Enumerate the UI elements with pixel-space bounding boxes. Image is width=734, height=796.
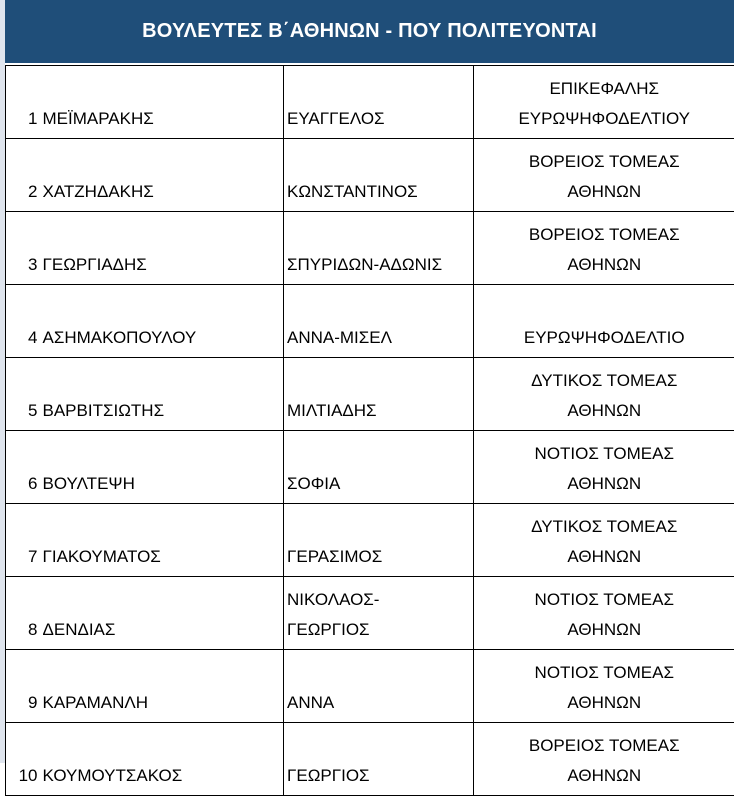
row-number[interactable]: 9 (6, 650, 41, 723)
table-row (6, 358, 734, 431)
table-row (6, 504, 734, 577)
firstname-cell[interactable] (284, 650, 474, 723)
constituency-line: ΑΘΗΝΩΝ (476, 761, 733, 791)
table-row (6, 66, 734, 139)
firstname-cell[interactable] (284, 504, 474, 577)
firstname-line: ΓΕΩΡΓΙΟΣ (287, 615, 471, 645)
constituency-line: ΑΘΗΝΩΝ (476, 615, 733, 645)
surname-cell[interactable]: ΚΟΥΜΟΥΤΣΑΚΟΣ (41, 723, 284, 796)
constituency-cell[interactable] (474, 139, 734, 212)
surname-cell[interactable]: ΒΑΡΒΙΤΣΙΩΤΗΣ (41, 358, 284, 431)
surname-cell[interactable]: ΔΕΝΔΙΑΣ (41, 577, 284, 650)
constituency-line: ΑΘΗΝΩΝ (476, 177, 733, 207)
firstname-cell[interactable] (284, 577, 474, 650)
firstname-cell[interactable] (284, 66, 474, 139)
row-number[interactable]: 2 (6, 139, 41, 212)
constituency-cell[interactable] (474, 650, 734, 723)
row-number[interactable]: 5 (6, 358, 41, 431)
surname-cell[interactable]: ΓΙΑΚΟΥΜΑΤΟΣ (41, 504, 284, 577)
row-number[interactable]: 6 (6, 431, 41, 504)
constituency-line: ΝΟΤΙΟΣ ΤΟΜΕΑΣ (476, 658, 733, 688)
firstname-line: ΣΠΥΡΙΔΩΝ-ΑΔΩΝΙΣ (287, 250, 471, 280)
row-number[interactable]: 3 (6, 212, 41, 285)
firstname-line: ΓΕΡΑΣΙΜΟΣ (287, 542, 471, 572)
constituency-line: ΕΠΙΚΕΦΑΛΗΣ (476, 74, 733, 104)
firstname-line: ΕΥΑΓΓΕΛΟΣ (287, 104, 471, 134)
constituency-cell[interactable] (474, 431, 734, 504)
table-row (6, 212, 734, 285)
firstname-line: ΑΝΝΑ-ΜΙΣΕΛ (287, 323, 471, 353)
constituency-cell[interactable] (474, 504, 734, 577)
constituency-line: ΔΥΤΙΚΟΣ ΤΟΜΕΑΣ (476, 366, 733, 396)
row-number[interactable]: 7 (6, 504, 41, 577)
constituency-line: ΕΥΡΩΨΗΦΟΔΕΛΤΙΟΥ (476, 104, 733, 134)
row-number[interactable]: 10 (6, 723, 41, 796)
roster-body (6, 66, 734, 796)
firstname-cell[interactable] (284, 358, 474, 431)
firstname-cell[interactable] (284, 431, 474, 504)
surname-cell[interactable]: ΜΕΪΜΑΡΑΚΗΣ (41, 66, 284, 139)
constituency-cell[interactable] (474, 212, 734, 285)
constituency-line: ΔΥΤΙΚΟΣ ΤΟΜΕΑΣ (476, 512, 733, 542)
mp-roster-table (5, 65, 734, 796)
firstname-line: ΚΩΝΣΤΑΝΤΙΝΟΣ (287, 177, 471, 207)
surname-cell[interactable]: ΒΟΥΛΤΕΨΗ (41, 431, 284, 504)
table-row (6, 723, 734, 796)
constituency-line: ΕΥΡΩΨΗΦΟΔΕΛΤΙΟ (476, 323, 733, 353)
constituency-line: ΝΟΤΙΟΣ ΤΟΜΕΑΣ (476, 585, 733, 615)
constituency-cell[interactable] (474, 358, 734, 431)
constituency-line: ΝΟΤΙΟΣ ΤΟΜΕΑΣ (476, 439, 733, 469)
constituency-line: ΑΘΗΝΩΝ (476, 688, 733, 718)
table-row (6, 577, 734, 650)
firstname-line: ΣΟΦΙΑ (287, 469, 471, 499)
surname-cell[interactable]: ΓΕΩΡΓΙΑΔΗΣ (41, 212, 284, 285)
constituency-cell[interactable] (474, 723, 734, 796)
constituency-line: ΒΟΡΕΙΟΣ ΤΟΜΕΑΣ (476, 731, 733, 761)
table-row (6, 285, 734, 358)
constituency-line: ΒΟΡΕΙΟΣ ΤΟΜΕΑΣ (476, 147, 733, 177)
constituency-cell[interactable] (474, 66, 734, 139)
table-row (6, 650, 734, 723)
constituency-line: ΑΘΗΝΩΝ (476, 396, 733, 426)
firstname-cell[interactable] (284, 212, 474, 285)
row-number[interactable]: 4 (6, 285, 41, 358)
surname-cell[interactable]: ΑΣΗΜΑΚΟΠΟΥΛΟΥ (41, 285, 284, 358)
constituency-line: ΑΘΗΝΩΝ (476, 250, 733, 280)
row-number[interactable]: 1 (6, 66, 41, 139)
constituency-cell[interactable] (474, 285, 734, 358)
constituency-line: ΒΟΡΕΙΟΣ ΤΟΜΕΑΣ (476, 220, 733, 250)
constituency-line: ΑΘΗΝΩΝ (476, 469, 733, 499)
constituency-line: ΑΘΗΝΩΝ (476, 542, 733, 572)
firstname-cell[interactable] (284, 139, 474, 212)
sheet-title: ΒΟΥΛΕΥΤΕΣ Β΄ΑΘΗΝΩΝ - ΠΟΥ ΠΟΛΙΤΕΥΟΝΤΑΙ (5, 0, 734, 63)
table-row (6, 139, 734, 212)
constituency-cell[interactable] (474, 577, 734, 650)
firstname-cell[interactable] (284, 285, 474, 358)
surname-cell[interactable]: ΧΑΤΖΗΔΑΚΗΣ (41, 139, 284, 212)
row-number[interactable]: 8 (6, 577, 41, 650)
firstname-line: ΜΙΛΤΙΑΔΗΣ (287, 396, 471, 426)
firstname-line: ΝΙΚΟΛΑΟΣ- (287, 585, 471, 615)
firstname-line: ΓΕΩΡΓΙΟΣ (287, 761, 471, 791)
firstname-cell[interactable] (284, 723, 474, 796)
surname-cell[interactable]: ΚΑΡΑΜΑΝΛΗ (41, 650, 284, 723)
table-row (6, 431, 734, 504)
firstname-line: ΑΝΝΑ (287, 688, 471, 718)
